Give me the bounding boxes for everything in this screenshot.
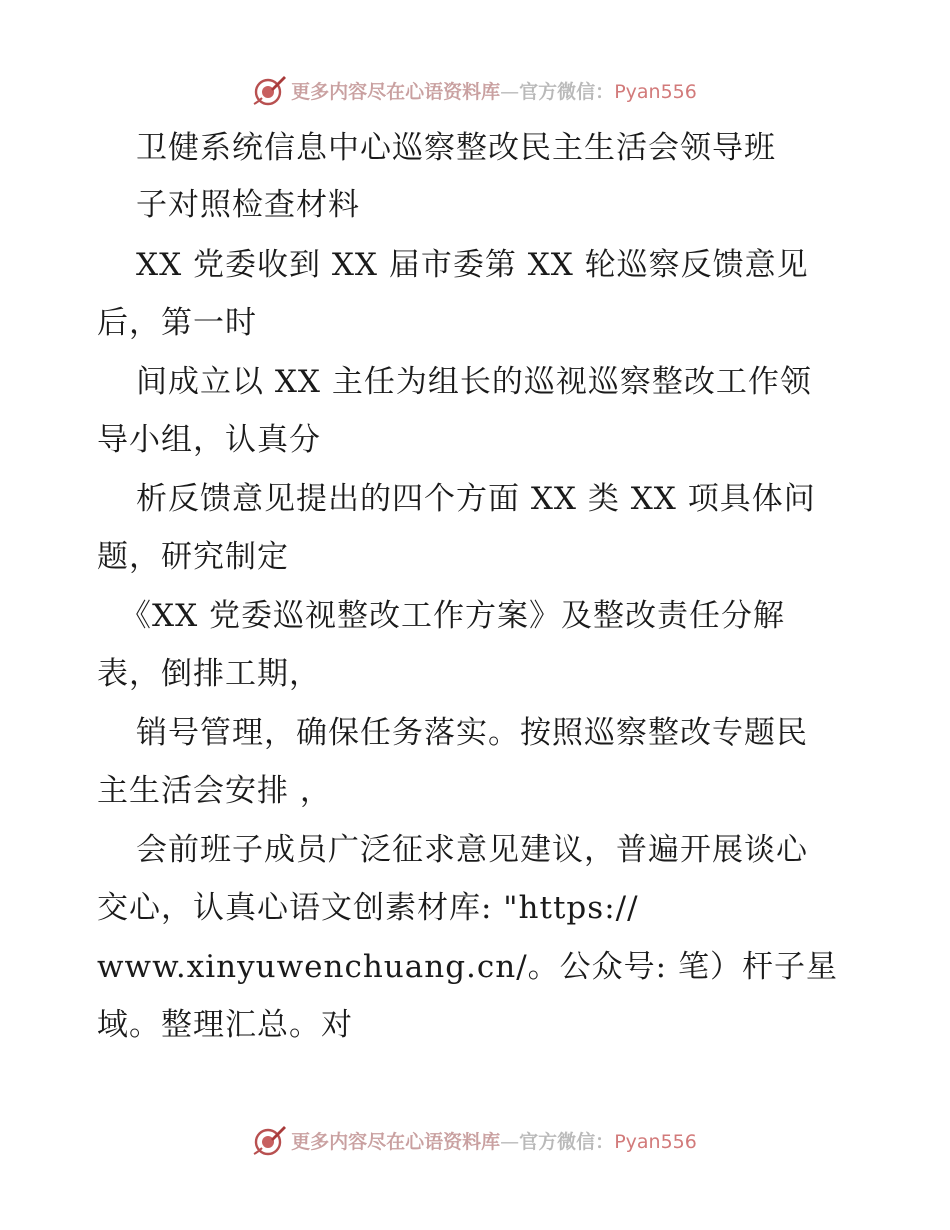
doc-line-15: www.xinyuwenchuang.cn/。公众号: 笔）杆子星	[97, 949, 838, 985]
watermark-text	[291, 1127, 697, 1154]
doc-line-14: 交心，认真心语文创素材库: "https://	[97, 890, 639, 926]
doc-line-16: 域。整理汇总。对	[97, 1007, 353, 1043]
doc-line-12: 主生活会安排 ，	[97, 773, 332, 809]
doc-line-1: 卫健系统信息中心巡察整改民主生活会领导班	[136, 130, 776, 166]
watermark-main: 更多内容尽在心语资料库	[291, 1130, 501, 1153]
watermark-id: Pyan556	[614, 1130, 697, 1153]
watermark-official: 官方微信：	[519, 1130, 615, 1153]
doc-line-3: XX 党委收到 XX 届市委第 XX 轮巡察反馈意见	[136, 247, 809, 283]
doc-line-7: 析反馈意见提出的四个方面 XX 类 XX 项具体问	[136, 481, 816, 517]
header-watermark	[0, 70, 950, 110]
doc-line-5: 间成立以 XX 主任为组长的巡视巡察整改工作领	[136, 364, 812, 400]
watermark-id: Pyan556	[614, 80, 697, 103]
doc-line-9: 《XX 党委巡视整改工作方案》及整改责任分解	[120, 598, 785, 634]
doc-line-11: 销号管理，确保任务落实。按照巡察整改专题民	[136, 715, 808, 751]
watermark-main: 更多内容尽在心语资料库	[291, 80, 501, 103]
pen-nib-circle-icon	[253, 73, 287, 107]
pen-nib-circle-icon	[253, 1123, 287, 1157]
watermark-dash: —	[500, 80, 520, 103]
footer-watermark	[0, 1120, 950, 1160]
watermark-text	[291, 77, 697, 104]
watermark-official: 官方微信：	[519, 80, 615, 103]
doc-line-8: 题，研究制定	[97, 539, 289, 575]
doc-line-2: 子对照检查材料	[136, 187, 360, 223]
doc-line-10: 表，倒排工期，	[97, 656, 321, 692]
doc-line-4: 后，第一时	[97, 305, 257, 341]
doc-line-13: 会前班子成员广泛征求意见建议，普遍开展谈心	[136, 832, 808, 868]
watermark-dash: —	[500, 1130, 520, 1153]
doc-line-6: 导小组，认真分	[97, 422, 321, 458]
